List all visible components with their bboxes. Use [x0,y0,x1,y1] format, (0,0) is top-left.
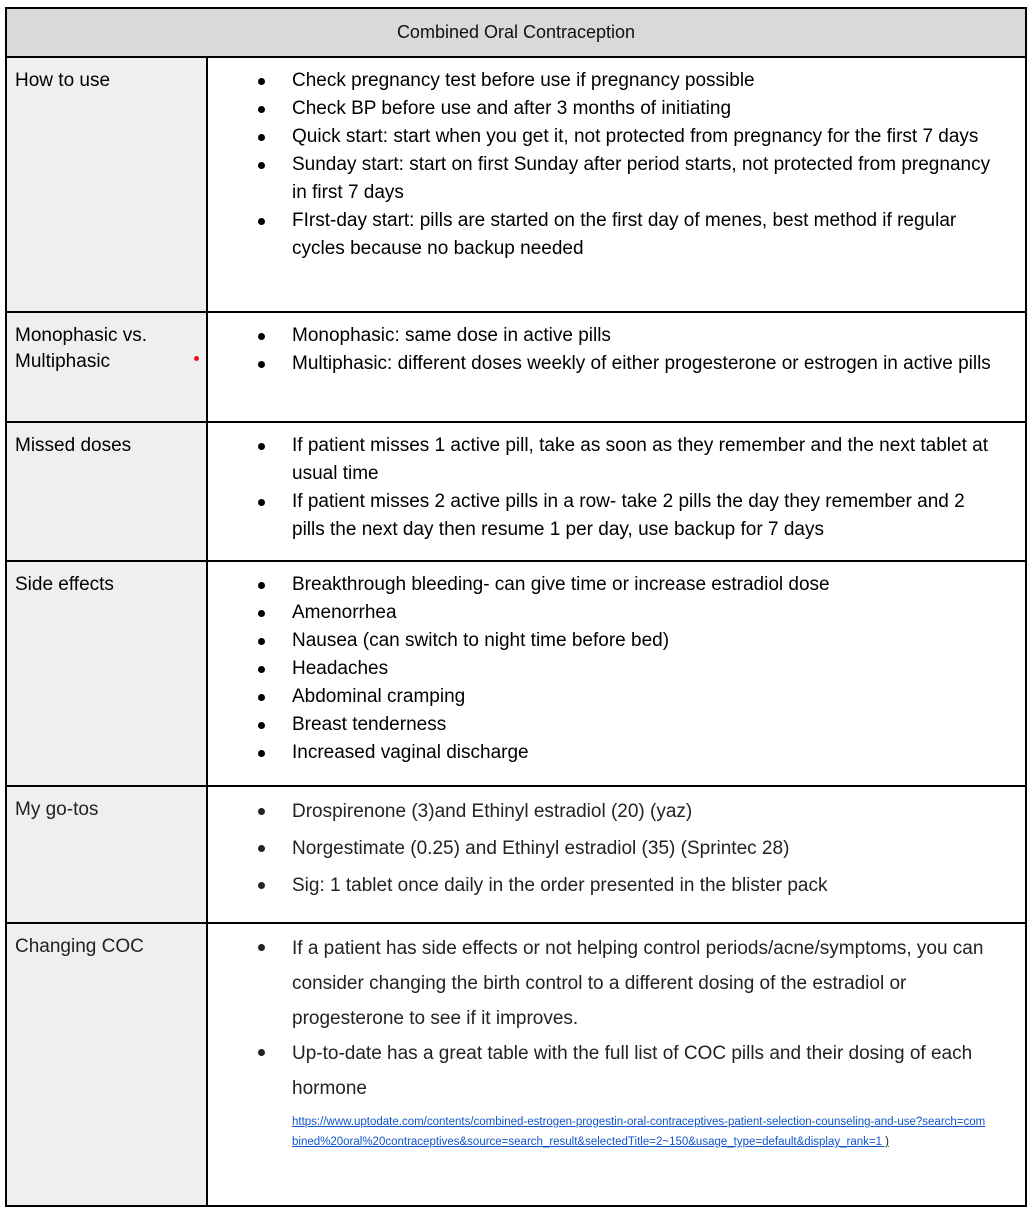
comment-marker-icon[interactable] [194,356,199,361]
list-item: Breakthrough bleeding- can give time or increase estradiol dose [208,571,995,599]
list-item: Breast tenderness [208,711,995,739]
list-item: Monophasic: same dose in active pills [208,322,995,350]
row-label: Side effects [7,562,208,785]
table-row-missed-doses [7,423,1025,562]
list-item: Check BP before use and after 3 months of initiating [208,95,995,123]
bullet-list [208,571,995,767]
list-item: Abdominal cramping [208,683,995,711]
bullet-list [208,793,995,904]
table-row-changing-coc [7,924,1025,1205]
list-item: Increased vaginal discharge [208,739,995,767]
list-item: If patient misses 1 active pill, take as soon as they remember and the next tablet at usual time [208,432,995,488]
row-label: Changing COC [7,924,208,1205]
list-item: FIrst-day start: pills are started on the first day of menes, best method if regular cycles because no backup needed [208,207,995,263]
list-item: Norgestimate (0.25) and Ethinyl estradiol (35) (Sprintec 28) [208,830,995,867]
row-label: Monophasic vs. Multiphasic [7,313,208,421]
list-item: Multiphasic: different doses weekly of either progesterone or estrogen in active pills [208,350,995,378]
bullet-list [208,322,995,378]
table-row-side-effects [7,562,1025,787]
list-item: If patient misses 2 active pills in a row- take 2 pills the day they remember and 2 pills the next day then resume 1 per day, use backup for 7 days [208,488,995,544]
row-label: How to use [7,58,208,311]
list-item: Amenorrhea [208,599,995,627]
table-title: Combined Oral Contraception [7,9,1025,58]
table-row-how-to-use [7,58,1025,313]
uptodate-link[interactable]: https://www.uptodate.com/contents/combined-estrogen-progestin-oral-contraceptives-patient-selection-counseling-and-use?search=combined%20oral%20contraceptives&source=search_result&selectedTitle=2~150&usage_type=default&display_rank=1 ) [292,1116,986,1148]
table-row-go-tos [7,787,1025,924]
bullet-list [208,67,995,263]
list-item: Headaches [208,655,995,683]
list-item: Quick start: start when you get it, not protected from pregnancy for the first 7 days [208,123,995,151]
list-item: Sig: 1 tablet once daily in the order presented in the blister pack [208,867,995,904]
table-row-phasic [7,313,1025,423]
row-label: My go-tos [7,787,208,922]
list-item: If a patient has side effects or not helping control periods/acne/symptoms, you can consider changing the birth control to a different dosing of the estradiol or progesterone to see if it improves. [208,931,995,1036]
bullet-list [208,931,995,1152]
row-label: Missed doses [7,423,208,560]
list-item: Nausea (can switch to night time before bed) [208,627,995,655]
list-item: Drospirenone (3)and Ethinyl estradiol (20) (yaz) [208,793,995,830]
list-item: Check pregnancy test before use if pregnancy possible [208,67,995,95]
list-item: Up-to-date has a great table with the full list of COC pills and their dosing of each hormone https://www.uptodate.com/contents/combined-estrogen-progestin-oral-contraceptives-patient-selection-counseling-and-use?search=combined%20oral%20contraceptives&source=search_result&selectedTitle=2~150&usage_type=default&display_rank=1 ) [208,1036,995,1152]
coc-table [5,7,1027,1207]
list-item: Sunday start: start on first Sunday after period starts, not protected from pregnancy in first 7 days [208,151,995,207]
bullet-list [208,432,995,544]
